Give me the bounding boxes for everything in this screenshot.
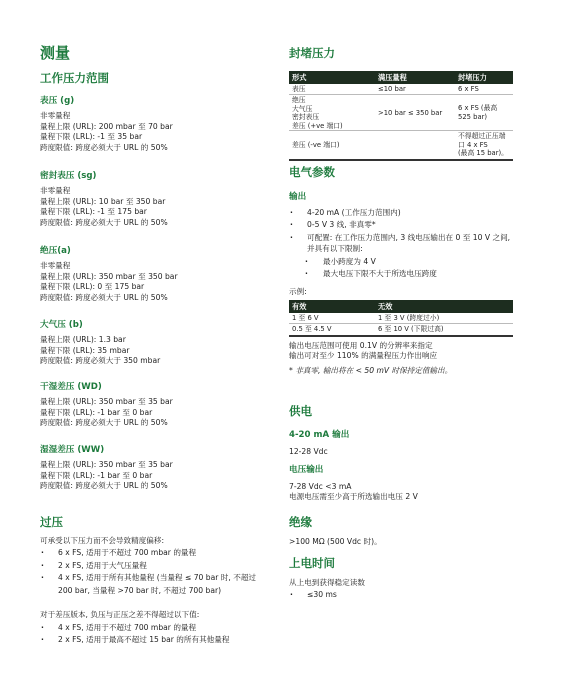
group-title: 大气压 (b) xyxy=(40,320,83,330)
group-title: 密封表压 (sg) xyxy=(40,171,97,181)
gauge-group xyxy=(40,96,173,153)
group-line: 量程下限 (LRL): -1 至 175 bar xyxy=(40,207,147,217)
list-item: · 6 x FS, 适用于不超过 700 mbar 的量程 xyxy=(40,548,278,558)
list-item: · 4 x FS, 适用于所有其他量程 (当量程 ≤ 70 bar 时, 不超过 xyxy=(40,573,278,583)
group-line: 跨度限值: 跨度必须大于 URL 的 50% xyxy=(40,418,168,428)
table-row xyxy=(289,324,513,336)
group-line: 跨度限值: 跨度必须大于 350 mbar xyxy=(40,356,161,366)
group-line: 量程下限 (LRL): 35 mbar xyxy=(40,345,130,355)
resolution-note xyxy=(289,341,452,376)
group-line: 量程上限 (URL): 10 bar 至 350 bar xyxy=(40,196,166,206)
wet-dry-group xyxy=(40,382,173,429)
group-line: 量程上限 (URL): 1.3 bar xyxy=(40,335,126,345)
startup-heading: 上电时间 xyxy=(289,556,335,570)
overpressure-heading: 过压 xyxy=(40,515,63,529)
table-cell: 大气压 xyxy=(292,104,313,113)
sub-list-item: · 最大电压下限不大于所选电压跨度 xyxy=(289,269,547,279)
output-list xyxy=(289,208,547,280)
list-item: · 0-5 V 3 线, 非真零* xyxy=(289,220,547,230)
supply-line: 7-28 Vdc <3 mA xyxy=(289,482,352,491)
group-line: 跨度限值: 跨度必须大于 URL 的 50% xyxy=(40,142,168,152)
group-line: 量程上限 (URL): 200 mbar 至 70 bar xyxy=(40,121,173,131)
table-row xyxy=(289,313,513,324)
group-title: 湿湿差压 (WW) xyxy=(40,445,105,455)
table-cell: >10 bar ≤ 350 bar xyxy=(378,108,443,117)
table-cell: 绝压 xyxy=(292,96,306,105)
list-item-continuation: 并具有以下限制: xyxy=(307,244,363,254)
example-table xyxy=(289,300,513,337)
list-item: · 2 x FS, 适用于大气压量程 xyxy=(40,561,278,571)
table-header-row xyxy=(289,300,513,313)
startup-line: 从上电到获得稳定读数 xyxy=(289,578,365,587)
table-row xyxy=(289,95,513,131)
list-item: · 2 x FS, 适用于最高不超过 15 bar 的所有其他量程 xyxy=(40,635,278,645)
table-cell: 不得超过正压端口 4 x FS xyxy=(458,132,506,149)
table-cell: 1 至 6 V xyxy=(289,313,375,324)
ma-output-value: 12-28 Vdc xyxy=(289,447,328,456)
group-line: 非零量程 xyxy=(40,111,71,121)
sealed-gauge-group xyxy=(40,171,168,228)
list-item: · 4 x FS, 适用于不超过 700 mbar 的量程 xyxy=(40,623,278,633)
group-line: 量程下限 (LRL): -1 bar 至 0 bar xyxy=(40,407,153,417)
group-line: 跨度限值: 跨度必须大于 URL 的 50% xyxy=(40,217,168,227)
output-heading: 输出 xyxy=(289,192,307,202)
voltage-output-heading: 电压输出 xyxy=(289,465,324,475)
table-cell: 差压 (-ve 端口) xyxy=(289,131,375,160)
group-title: 绝压(a) xyxy=(40,246,71,256)
note-line: 输出电压范围可使用 0.1V 的分辨率来指定 xyxy=(289,341,433,350)
table-row xyxy=(289,84,513,95)
table-cell: 密封表压 xyxy=(292,113,320,122)
barometric-group xyxy=(40,320,160,367)
insulation-heading: 绝缘 xyxy=(289,515,312,529)
table-header-cell: 无效 xyxy=(375,300,513,313)
supply-heading: 供电 xyxy=(289,404,312,418)
group-line: 量程下限 (LRL): -1 bar 至 0 bar xyxy=(40,470,153,480)
group-line: 非零量程 xyxy=(40,261,71,271)
table-row xyxy=(289,131,513,160)
list-item: · 4-20 mA (工作压力范围内) xyxy=(289,208,547,218)
group-line: 非零量程 xyxy=(40,186,71,196)
measurement-title: 测量 xyxy=(40,44,71,62)
table-header-cell: 满压量程 xyxy=(375,71,455,84)
group-title: 干湿差压 (WD) xyxy=(40,382,102,392)
table-cell: (最高 15 bar)。 xyxy=(458,149,508,158)
table-header-row xyxy=(289,71,513,84)
insulation-value: >100 MΩ (500 Vdc 时)。 xyxy=(289,537,382,546)
containment-table xyxy=(289,71,513,161)
table-cell: 1 至 3 V (跨度过小) xyxy=(375,313,513,324)
absolute-group xyxy=(40,246,178,303)
electrical-heading: 电气参数 xyxy=(289,165,335,179)
group-title: 表压 (g) xyxy=(40,96,75,106)
overpressure-body xyxy=(40,536,278,646)
overpressure-intro: 可承受以下压力而不会导致精度偏移: xyxy=(40,536,165,545)
list-item-continuation: 200 bar, 当量程 >70 bar 时, 不超过 700 bar) xyxy=(58,585,222,595)
footnote: * 非真零, 输出将在 < 50 mV 时保持定值输出。 xyxy=(289,365,453,375)
list-item: · 可配置: 在工作压力范围内, 3 线电压输出在 0 至 10 V 之间, xyxy=(289,233,547,243)
list-item: · ≤30 ms xyxy=(289,590,365,600)
example-label: 示例: xyxy=(289,287,307,296)
ma-output-heading: 4-20 mA 输出 xyxy=(289,430,350,440)
table-cell: 差压 (+ve 端口) xyxy=(292,121,343,130)
sub-list-item: · 最小跨度为 4 V xyxy=(289,257,547,267)
table-cell: 6 x FS (最高 525 bar) xyxy=(458,104,498,121)
group-line: 量程下限 (LRL): 0 至 175 bar xyxy=(40,282,145,292)
table-header-cell: 有效 xyxy=(289,300,375,313)
wet-wet-group xyxy=(40,445,173,492)
working-range-heading: 工作压力范围 xyxy=(40,71,109,85)
note-line: 输出可对至少 110% 的满量程压力作出响应 xyxy=(289,351,438,361)
table-cell: 6 至 10 V (下限过高) xyxy=(375,324,513,336)
group-line: 跨度限值: 跨度必须大于 URL 的 50% xyxy=(40,292,168,302)
supply-line: 电源电压需至少高于所选输出电压 2 V xyxy=(289,492,418,502)
table-cell: ≤10 bar xyxy=(375,84,455,95)
containment-heading: 封堵压力 xyxy=(289,46,335,60)
startup-body xyxy=(289,578,365,601)
table-header-cell: 形式 xyxy=(289,71,375,84)
table-cell: 6 x FS xyxy=(455,84,513,95)
table-cell: 表压 xyxy=(289,84,375,95)
group-line: 量程下限 (LRL): -1 至 35 bar xyxy=(40,132,143,142)
table-header-cell: 封堵压力 xyxy=(455,71,513,84)
group-line: 量程上限 (URL): 350 mbar 至 350 bar xyxy=(40,271,178,281)
group-line: 跨度限值: 跨度必须大于 URL 的 50% xyxy=(40,481,168,491)
table-cell: 0.5 至 4.5 V xyxy=(289,324,375,336)
group-line: 量程上限 (URL): 350 mbar 至 35 bar xyxy=(40,460,173,470)
group-line: 量程上限 (URL): 350 mbar 至 35 bar xyxy=(40,397,173,407)
overpressure-intro-2: 对于差压版本, 负压与正压之差不得超过以下值: xyxy=(40,610,200,620)
voltage-output-body xyxy=(289,482,418,503)
